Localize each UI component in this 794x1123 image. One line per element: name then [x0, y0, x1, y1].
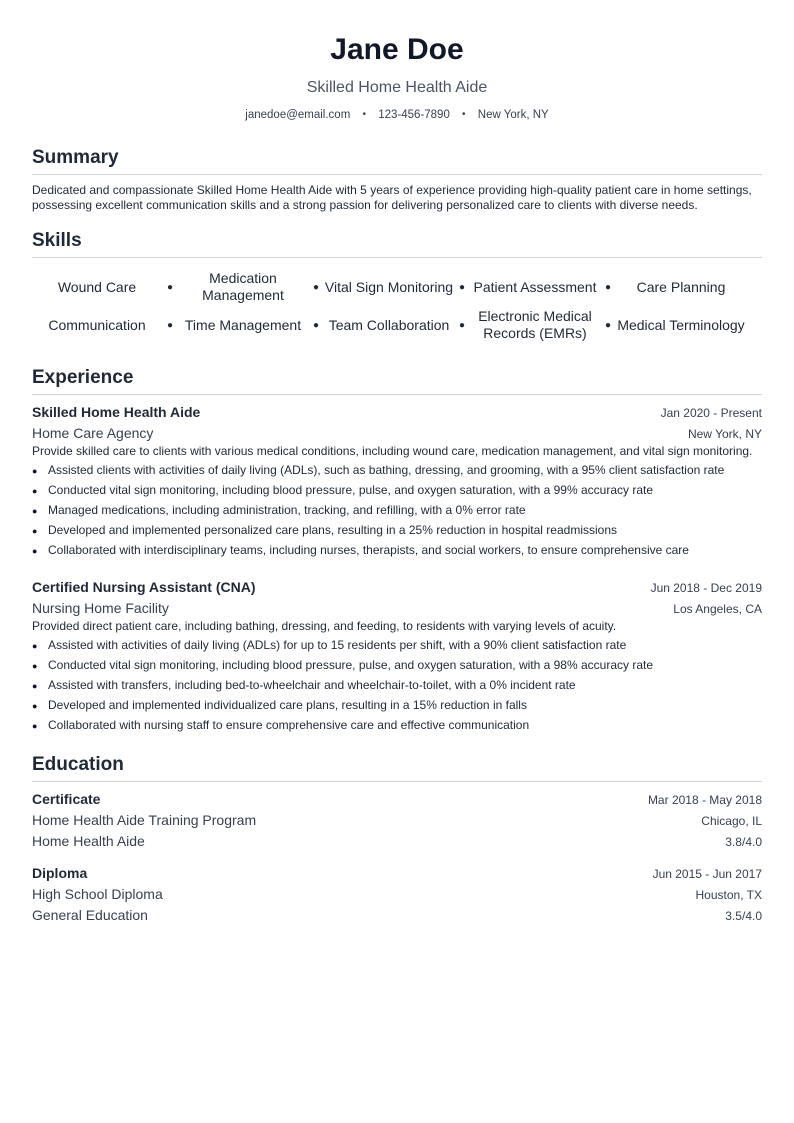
education-entry [32, 864, 762, 924]
job-entry [32, 403, 762, 558]
job-bullets [32, 463, 762, 558]
section-heading-summary: Summary [32, 146, 762, 175]
job-description: Provided direct patient care, including bathing, dressing, and feeding, to residents with varying levels of acuity. [32, 619, 617, 633]
skill-separator: ● [312, 281, 320, 293]
skill-item: Vital Sign Monitoring [324, 278, 454, 295]
job-bullet: ● Assisted clients with activities of daily living (ADLs), such as bathing, dressing, and grooming, with a 95% client satisfaction rate [32, 463, 762, 478]
skill-separator: ● [458, 319, 466, 331]
contact-location: New York, NY [477, 109, 549, 121]
job-entry [32, 578, 762, 733]
section-heading-education: Education [32, 753, 762, 782]
education-field: General Education [32, 907, 148, 923]
summary-section [32, 146, 762, 213]
contact-line [32, 107, 762, 124]
education-gpa: 3.8/4.0 [725, 835, 762, 849]
job-organization: Nursing Home Facility [32, 600, 169, 616]
job-bullets [32, 638, 762, 733]
resume-header [32, 0, 762, 124]
education-location: Houston, TX [695, 888, 762, 902]
summary-text: Dedicated and compassionate Skilled Home Health Aide with 5 years of experience providing high-quality patient care in home settings, possessing excellent communication skills and a strong passion for delivering personalized care to clients with diverse needs. [32, 183, 752, 212]
education-section [32, 753, 762, 924]
skill-item: Team Collaboration [328, 316, 450, 333]
job-bullet: ● Managed medications, including administration, tracking, and refilling, with a 0% error rate [32, 503, 762, 518]
skill-item: Care Planning [636, 278, 726, 295]
job-location: New York, NY [687, 427, 762, 441]
job-role: Certified Nursing Assistant (CNA) [32, 579, 256, 595]
contact-separator: • [462, 109, 466, 120]
education-dates: Jun 2015 - Jun 2017 [652, 867, 762, 881]
education-entry [32, 790, 762, 850]
education-dates: Mar 2018 - May 2018 [647, 793, 762, 807]
education-field: Home Health Aide [32, 833, 145, 849]
contact-phone: 123-456-7890 [378, 109, 450, 121]
job-bullet: ● Conducted vital sign monitoring, including blood pressure, pulse, and oxygen saturation, with a 99% accuracy rate [32, 483, 762, 498]
skills-grid [32, 268, 762, 344]
skill-separator: ● [312, 319, 320, 331]
skill-separator: ● [604, 319, 612, 331]
skill-separator: ● [166, 281, 174, 293]
skill-item: Time Management [184, 316, 302, 333]
candidate-name: Jane Doe [330, 33, 464, 66]
job-bullet: ● Collaborated with interdisciplinary teams, including nurses, therapists, and social workers, to ensure comprehensive care [32, 543, 762, 558]
skill-separator: ● [166, 319, 174, 331]
skill-item: Patient Assessment [473, 278, 597, 295]
education-program: Home Health Aide Training Program [32, 812, 257, 828]
job-dates: Jun 2018 - Dec 2019 [650, 581, 762, 595]
education-degree: Certificate [32, 791, 101, 807]
skill-item: Wound Care [57, 278, 137, 295]
skill-separator: ● [604, 281, 612, 293]
section-heading-experience: Experience [32, 366, 762, 395]
job-bullet: ● Conducted vital sign monitoring, including blood pressure, pulse, and oxygen saturation, with a 98% accuracy rate [32, 658, 762, 673]
skill-item: Medication Management [202, 270, 284, 303]
skill-item: Medical Terminology [617, 316, 745, 333]
education-location: Chicago, IL [701, 814, 762, 828]
job-bullet: ● Developed and implemented personalized care plans, resulting in a 25% reduction in hospital readmissions [32, 523, 762, 538]
job-organization: Home Care Agency [32, 425, 154, 441]
job-location: Los Angeles, CA [673, 602, 762, 616]
experience-section [32, 366, 762, 733]
section-heading-skills: Skills [32, 229, 762, 258]
contact-separator: • [362, 109, 367, 120]
job-bullet: ● Assisted with activities of daily living (ADLs) for up to 15 residents per shift, with a 90% client satisfaction rate [32, 638, 762, 653]
skill-separator: ● [458, 281, 466, 293]
skill-item: Electronic Medical Records (EMRs) [478, 308, 592, 341]
job-bullet: ● Assisted with transfers, including bed-to-wheelchair and wheelchair-to-toilet, with a 0% incident rate [32, 678, 762, 693]
skills-section [32, 229, 762, 344]
job-bullet: ● Collaborated with nursing staff to ensure comprehensive care and effective communication [32, 718, 762, 733]
job-bullet: ● Developed and implemented individualized care plans, resulting in a 15% reduction in falls [32, 698, 762, 713]
contact-email[interactable]: janedoe@email.com [245, 109, 351, 121]
candidate-title: Skilled Home Health Aide [306, 79, 488, 96]
education-degree: Diploma [32, 865, 88, 881]
job-dates: Jan 2020 - Present [660, 406, 762, 420]
job-role: Skilled Home Health Aide [32, 404, 201, 420]
job-description: Provide skilled care to clients with various medical conditions, including wound care, medication management, and vital sign monitoring. [32, 444, 753, 458]
education-gpa: 3.5/4.0 [725, 909, 762, 923]
education-program: High School Diploma [32, 886, 163, 902]
skill-item: Communication [48, 316, 146, 333]
